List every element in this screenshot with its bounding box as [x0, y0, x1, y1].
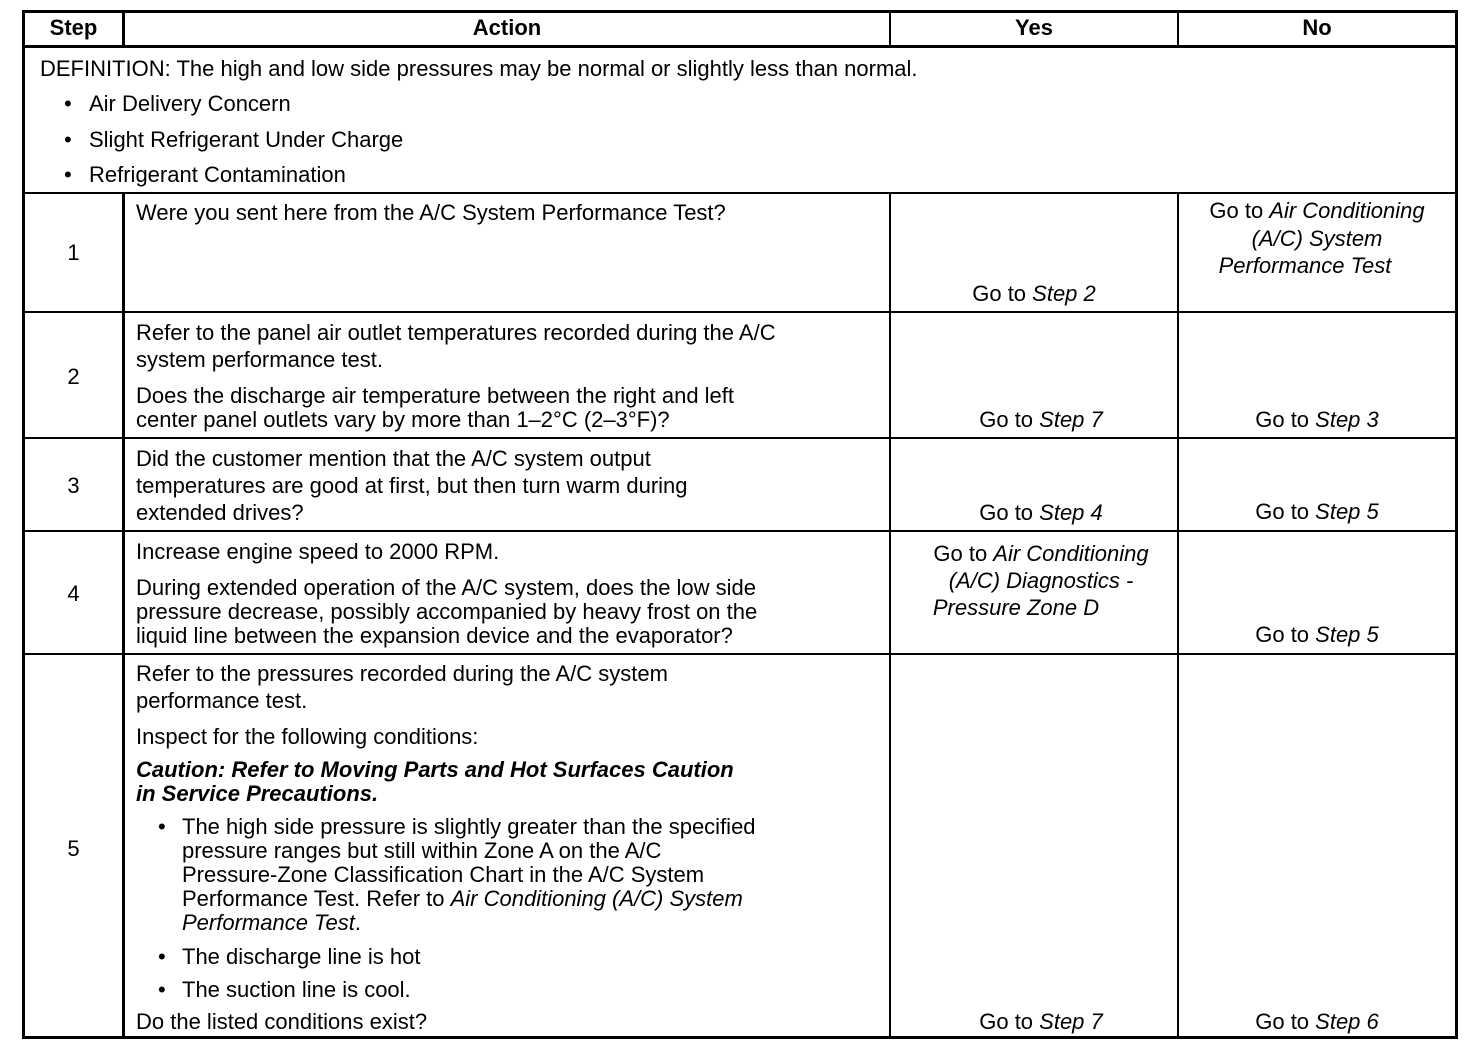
bullet-dot: • [64, 162, 72, 187]
goto-prefix: Go to [1255, 499, 1316, 524]
doc-ref: Pressure Zone D [932, 595, 1100, 620]
action-text: performance test. [136, 688, 308, 713]
action-text: Did the customer mention that the A/C system output [136, 446, 651, 471]
table-border-right [1455, 10, 1458, 1039]
step-ref: Step 3 [1315, 407, 1379, 432]
condition-text-part: Performance Test. Refer to [182, 886, 451, 911]
step-ref: Step 5 [1315, 622, 1379, 647]
yes-result-line [891, 596, 1141, 620]
doc-ref: (A/C) Diagnostics - [948, 568, 1134, 593]
action-text: extended drives? [136, 500, 304, 525]
header-divider [22, 45, 1458, 48]
step-ref: Step 6 [1315, 1009, 1379, 1034]
doc-ref: (A/C) System [1251, 226, 1383, 251]
doc-ref: Air Conditioning [1269, 198, 1425, 223]
action-text: temperatures are good at first, but then turn warm during [136, 473, 688, 498]
row-divider-3 [22, 530, 1458, 532]
definition-bullet: Refrigerant Contamination [89, 162, 346, 187]
step-number: 1 [67, 240, 80, 265]
yes-result-line [891, 569, 1191, 593]
caution-text: Caution: Refer to Moving Parts and Hot Surfaces Caution [136, 757, 734, 782]
condition-text: The discharge line is hot [182, 944, 421, 969]
col-divider-step [122, 192, 125, 1039]
no-result-line [1179, 227, 1455, 251]
doc-ref: Performance Test [182, 910, 355, 935]
no-result-line [1179, 254, 1431, 278]
step-number: 4 [67, 581, 80, 606]
definition-divider [22, 192, 1458, 194]
step-ref: Step 7 [1039, 1009, 1103, 1034]
definition-text: DEFINITION: The high and low side pressures may be normal or slightly less than normal. [40, 56, 918, 81]
yes-result [891, 282, 1177, 306]
goto-prefix: Go to [1255, 1009, 1316, 1034]
no-result [1179, 199, 1455, 223]
no-result [1179, 623, 1455, 647]
action-text: Inspect for the following conditions: [136, 724, 479, 749]
action-text: liquid line between the expansion device and the evaporator? [136, 623, 733, 648]
condition-text [182, 911, 361, 935]
condition-text-part: . [354, 910, 361, 935]
condition-text: pressure ranges but still within Zone A on the A/C [182, 838, 662, 863]
bullet-dot: • [158, 977, 166, 1002]
action-text: Refer to the panel air outlet temperatures recorded during the A/C [136, 320, 776, 345]
doc-ref: Performance Test [1218, 253, 1392, 278]
yes-result [891, 501, 1191, 525]
caution-text: in Service Precautions. [136, 781, 379, 806]
yes-result [891, 542, 1191, 566]
step-number: 2 [67, 364, 80, 389]
action-text: pressure decrease, possibly accompanied by heavy frost on the [136, 599, 758, 624]
step-ref: Step 5 [1315, 499, 1379, 524]
action-text: system performance test. [136, 347, 383, 372]
action-text: Increase engine speed to 2000 RPM. [136, 539, 500, 564]
header-step: Step [49, 15, 98, 40]
table-border-top [22, 10, 1458, 13]
doc-ref: Air Conditioning [993, 541, 1149, 566]
condition-text: The suction line is cool. [182, 977, 411, 1002]
action-text: center panel outlets vary by more than 1–2°C (2–3°F)? [136, 407, 670, 432]
bullet-dot: • [64, 91, 72, 116]
goto-prefix: Go to [979, 1009, 1040, 1034]
col-divider-no [1177, 192, 1179, 1039]
row-divider-4 [22, 653, 1458, 655]
definition-bullet: Slight Refrigerant Under Charge [89, 127, 404, 152]
yes-result [891, 1010, 1191, 1034]
definition-bullet: Air Delivery Concern [89, 91, 291, 116]
action-text: Does the discharge air temperature between the right and left [136, 383, 735, 408]
condition-text: The high side pressure is slightly greater than the specified [182, 814, 756, 839]
row-divider-2 [22, 437, 1458, 439]
no-result [1179, 408, 1455, 432]
goto-prefix: Go to [1255, 622, 1316, 647]
goto-prefix: Go to [972, 281, 1033, 306]
header-action: Action [472, 15, 542, 40]
step-ref: Step 7 [1039, 407, 1103, 432]
step-ref: Step 4 [1039, 500, 1103, 525]
condition-text [182, 887, 743, 911]
step-number: 3 [67, 473, 80, 498]
header-no: No [1302, 15, 1332, 40]
condition-text: Pressure-Zone Classification Chart in the A/C System [182, 862, 705, 887]
action-text: Do the listed conditions exist? [136, 1009, 428, 1034]
goto-prefix: Go to [1255, 407, 1316, 432]
no-result [1179, 1010, 1455, 1034]
goto-prefix: Go to [979, 407, 1040, 432]
bullet-dot: • [158, 944, 166, 969]
yes-result [891, 408, 1191, 432]
doc-ref: Air Conditioning (A/C) System [450, 886, 743, 911]
goto-prefix: Go to [979, 500, 1040, 525]
bullet-dot: • [64, 127, 72, 152]
action-text: Were you sent here from the A/C System Performance Test? [136, 200, 726, 225]
header-yes: Yes [1015, 15, 1053, 40]
goto-prefix: Go to [933, 541, 994, 566]
table-border-left [22, 10, 25, 1039]
row-divider-1 [22, 311, 1458, 313]
step-ref: Step 2 [1032, 281, 1096, 306]
action-text: Refer to the pressures recorded during the A/C system [136, 661, 668, 686]
table-border-bottom [22, 1036, 1458, 1039]
action-text: During extended operation of the A/C system, does the low side [136, 575, 757, 600]
goto-prefix: Go to [1209, 198, 1270, 223]
step-number: 5 [67, 836, 80, 861]
no-result [1179, 500, 1455, 524]
bullet-dot: • [158, 814, 166, 839]
